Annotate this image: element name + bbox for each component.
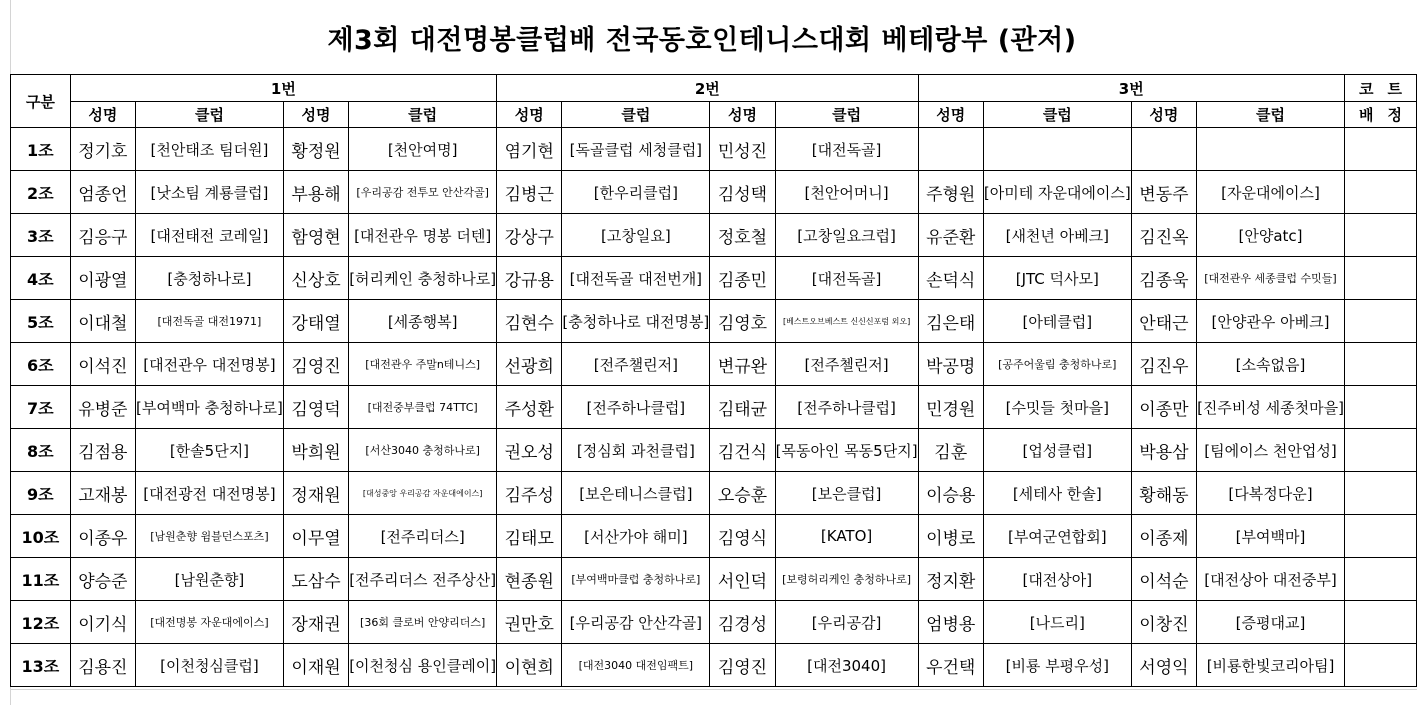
- club-cell[interactable]: [서산가야 해미]: [562, 515, 710, 558]
- player-name-cell[interactable]: 이창진: [1131, 601, 1196, 644]
- club-cell[interactable]: [보은테니스클럽]: [562, 472, 710, 515]
- club-cell[interactable]: [소속없음]: [1197, 343, 1345, 386]
- club-cell[interactable]: [새천년 아베크]: [983, 214, 1131, 257]
- club-cell[interactable]: [대성중앙 우리공감 자운대에이스]: [349, 472, 497, 515]
- player-name-cell[interactable]: 손덕식: [918, 257, 983, 300]
- player-name-cell[interactable]: 김은태: [918, 300, 983, 343]
- player-name-cell[interactable]: 엄병용: [918, 601, 983, 644]
- player-name-cell[interactable]: 강규용: [497, 257, 562, 300]
- player-name-cell[interactable]: 유병준: [70, 386, 135, 429]
- player-name-cell[interactable]: 주성환: [497, 386, 562, 429]
- club-cell[interactable]: [독골클럽 세청클럽]: [562, 128, 710, 171]
- club-cell[interactable]: [대전광전 대전명봉]: [136, 472, 284, 515]
- sub-header-club: 클럽: [349, 102, 497, 128]
- group-number-cell[interactable]: 4조: [11, 257, 71, 300]
- club-cell[interactable]: [JTC 덕사모]: [983, 257, 1131, 300]
- club-cell[interactable]: [남원춘향]: [136, 558, 284, 601]
- club-cell[interactable]: [우리공감 안산각골]: [562, 601, 710, 644]
- club-cell[interactable]: [천안여명]: [349, 128, 497, 171]
- player-name-cell[interactable]: 김현수: [497, 300, 562, 343]
- court-assignment-cell[interactable]: [1344, 257, 1416, 300]
- club-cell[interactable]: [안양atc]: [1197, 214, 1345, 257]
- sub-header-name: 성명: [710, 102, 775, 128]
- club-cell[interactable]: [남원춘향 윔블던스포츠]: [136, 515, 284, 558]
- player-name-cell[interactable]: 정재원: [283, 472, 348, 515]
- club-cell[interactable]: [우리공감 전투모 안산각골]: [349, 171, 497, 214]
- player-name-cell[interactable]: 엄종언: [70, 171, 135, 214]
- club-cell[interactable]: [보은클럽]: [775, 472, 918, 515]
- player-name-cell[interactable]: 김종민: [710, 257, 775, 300]
- team-row: [11, 128, 1417, 171]
- player-name-cell[interactable]: 안태근: [1131, 300, 1196, 343]
- player-name-cell[interactable]: 김주성: [497, 472, 562, 515]
- player-name-cell[interactable]: 정기호: [70, 128, 135, 171]
- player-name-cell[interactable]: 권만호: [497, 601, 562, 644]
- player-name-cell[interactable]: 김영덕: [283, 386, 348, 429]
- club-cell[interactable]: [대전독골 대전번개]: [562, 257, 710, 300]
- team-row: [11, 601, 1417, 644]
- club-cell[interactable]: [우리공감]: [775, 601, 918, 644]
- player-name-cell[interactable]: 현종원: [497, 558, 562, 601]
- court-header-bottom: 배정: [1344, 102, 1416, 128]
- player-name-cell[interactable]: 변규완: [710, 343, 775, 386]
- team-row: [11, 300, 1417, 343]
- player-name-cell[interactable]: 김종욱: [1131, 257, 1196, 300]
- group-number-cell[interactable]: 12조: [11, 601, 71, 644]
- player-name-cell[interactable]: 변동주: [1131, 171, 1196, 214]
- sub-header-name: 성명: [497, 102, 562, 128]
- club-cell[interactable]: [천안어머니]: [775, 171, 918, 214]
- team-row: [11, 429, 1417, 472]
- club-cell[interactable]: [정심회 과천클럽]: [562, 429, 710, 472]
- group-number-cell[interactable]: 3조: [11, 214, 71, 257]
- sheet-title: 제3회 대전명봉클럽배 전국동호인테니스대회 베테랑부 (관저): [327, 24, 1077, 56]
- player-name-cell[interactable]: 김훈: [918, 429, 983, 472]
- club-cell[interactable]: [고창일요]: [562, 214, 710, 257]
- club-cell[interactable]: [목동아인 목동5단지]: [775, 429, 918, 472]
- player-name-cell[interactable]: 이병로: [918, 515, 983, 558]
- player-name-cell[interactable]: 김성택: [710, 171, 775, 214]
- club-cell[interactable]: [대전3040 대전임팩트]: [562, 644, 710, 687]
- club-cell[interactable]: [진주비성 세종첫마을]: [1197, 386, 1345, 429]
- club-cell[interactable]: [다복정다운]: [1197, 472, 1345, 515]
- sub-header-club: 클럽: [775, 102, 918, 128]
- player-name-cell[interactable]: 유준환: [918, 214, 983, 257]
- court-assignment-cell[interactable]: [1344, 429, 1416, 472]
- player-name-cell[interactable]: 김영진: [283, 343, 348, 386]
- player-name-cell[interactable]: 주형원: [918, 171, 983, 214]
- group-number-cell[interactable]: 8조: [11, 429, 71, 472]
- sub-header-name: 성명: [1131, 102, 1196, 128]
- club-cell[interactable]: [고창일요크럽]: [775, 214, 918, 257]
- club-cell[interactable]: [충청하나로]: [136, 257, 284, 300]
- player-name-cell[interactable]: 김진우: [1131, 343, 1196, 386]
- team-row: [11, 472, 1417, 515]
- group-number-cell[interactable]: 5조: [11, 300, 71, 343]
- group-1-header: 1번: [70, 75, 496, 102]
- player-name-cell[interactable]: 장재권: [283, 601, 348, 644]
- player-name-cell[interactable]: 이석순: [1131, 558, 1196, 601]
- player-name-cell[interactable]: 이종제: [1131, 515, 1196, 558]
- club-cell[interactable]: [비룡 부평우성]: [983, 644, 1131, 687]
- player-name-cell[interactable]: 우건택: [918, 644, 983, 687]
- club-cell[interactable]: [대전3040]: [775, 644, 918, 687]
- team-row: [11, 515, 1417, 558]
- club-cell[interactable]: [36회 클로버 안양리더스]: [349, 601, 497, 644]
- club-cell[interactable]: [팀에이스 천안업성]: [1197, 429, 1345, 472]
- club-cell[interactable]: [공주어울림 충청하나로]: [983, 343, 1131, 386]
- club-cell[interactable]: [허리케인 충청하나로]: [349, 257, 497, 300]
- team-row: [11, 558, 1417, 601]
- club-cell[interactable]: [나드리]: [983, 601, 1131, 644]
- club-cell[interactable]: [아테클럽]: [983, 300, 1131, 343]
- player-name-cell[interactable]: 고재봉: [70, 472, 135, 515]
- club-cell[interactable]: [대전상아 대전중부]: [1197, 558, 1345, 601]
- club-cell[interactable]: [충청하나로 대전명봉]: [562, 300, 710, 343]
- club-cell[interactable]: [전주하나클럽]: [562, 386, 710, 429]
- player-name-cell[interactable]: [918, 128, 983, 171]
- player-name-cell[interactable]: 김진옥: [1131, 214, 1196, 257]
- club-cell[interactable]: [대전관우 대전명봉]: [136, 343, 284, 386]
- club-cell[interactable]: [대전독골]: [775, 128, 918, 171]
- player-name-cell[interactable]: 민성진: [710, 128, 775, 171]
- club-cell[interactable]: [부여백마]: [1197, 515, 1345, 558]
- player-name-cell[interactable]: 김영호: [710, 300, 775, 343]
- club-cell[interactable]: [이천청심 용인클레이]: [349, 644, 497, 687]
- player-name-cell[interactable]: 부용해: [283, 171, 348, 214]
- court-assignment-cell[interactable]: [1344, 300, 1416, 343]
- group-number-cell[interactable]: 6조: [11, 343, 71, 386]
- sub-header-club: 클럽: [983, 102, 1131, 128]
- club-cell[interactable]: [한우리클럽]: [562, 171, 710, 214]
- club-cell[interactable]: [베스트오브베스트 신신신포럼 외오]: [775, 300, 918, 343]
- team-row: [11, 343, 1417, 386]
- club-cell[interactable]: [전주챌린저]: [562, 343, 710, 386]
- club-cell[interactable]: [세테사 한솔]: [983, 472, 1131, 515]
- player-name-cell[interactable]: 황해동: [1131, 472, 1196, 515]
- player-name-cell[interactable]: 선광희: [497, 343, 562, 386]
- court-assignment-cell[interactable]: [1344, 214, 1416, 257]
- player-name-cell[interactable]: 이재원: [283, 644, 348, 687]
- player-name-cell[interactable]: 김태균: [710, 386, 775, 429]
- group-number-cell[interactable]: 9조: [11, 472, 71, 515]
- club-cell[interactable]: [수밋들 첫마을]: [983, 386, 1131, 429]
- player-name-cell[interactable]: 이기식: [70, 601, 135, 644]
- court-assignment-cell[interactable]: [1344, 343, 1416, 386]
- club-cell[interactable]: [대전독골]: [775, 257, 918, 300]
- player-name-cell[interactable]: 김건식: [710, 429, 775, 472]
- team-row: [11, 257, 1417, 300]
- player-name-cell[interactable]: 정지환: [918, 558, 983, 601]
- player-name-cell[interactable]: 김영진: [710, 644, 775, 687]
- player-name-cell[interactable]: 권오성: [497, 429, 562, 472]
- player-name-cell[interactable]: 이종우: [70, 515, 135, 558]
- player-name-cell[interactable]: 이현희: [497, 644, 562, 687]
- club-cell[interactable]: [안양관우 아베크]: [1197, 300, 1345, 343]
- club-cell[interactable]: [부여백마 충청하나로]: [136, 386, 284, 429]
- sub-header-name: 성명: [918, 102, 983, 128]
- court-assignment-cell[interactable]: [1344, 171, 1416, 214]
- player-name-cell[interactable]: 서영익: [1131, 644, 1196, 687]
- player-name-cell[interactable]: 민경원: [918, 386, 983, 429]
- player-name-cell[interactable]: 신상호: [283, 257, 348, 300]
- player-name-cell[interactable]: [1131, 128, 1196, 171]
- court-assignment-cell[interactable]: [1344, 601, 1416, 644]
- player-name-cell[interactable]: 함영현: [283, 214, 348, 257]
- club-cell[interactable]: [대전관우 명봉 더텐]: [349, 214, 497, 257]
- club-cell[interactable]: [보령허리케인 충청하나로]: [775, 558, 918, 601]
- club-cell[interactable]: [천안태조 팀더원]: [136, 128, 284, 171]
- court-header-top: 코트: [1344, 75, 1416, 102]
- club-cell[interactable]: [대전독골 대전1971]: [136, 300, 284, 343]
- player-name-cell[interactable]: 황정원: [283, 128, 348, 171]
- player-name-cell[interactable]: 박희원: [283, 429, 348, 472]
- team-row: [11, 386, 1417, 429]
- player-name-cell[interactable]: 김점용: [70, 429, 135, 472]
- club-cell[interactable]: [부여군연합회]: [983, 515, 1131, 558]
- player-name-cell[interactable]: 오승훈: [710, 472, 775, 515]
- club-cell[interactable]: [대전중부클럽 74TTC]: [349, 386, 497, 429]
- court-assignment-cell[interactable]: [1344, 558, 1416, 601]
- group-number-cell[interactable]: 13조: [11, 644, 71, 687]
- club-cell[interactable]: [자운대에이스]: [1197, 171, 1345, 214]
- player-name-cell[interactable]: 김응구: [70, 214, 135, 257]
- club-cell[interactable]: [KATO]: [775, 515, 918, 558]
- group-number-cell[interactable]: 11조: [11, 558, 71, 601]
- player-name-cell[interactable]: 김병근: [497, 171, 562, 214]
- player-name-cell[interactable]: 이승용: [918, 472, 983, 515]
- court-assignment-cell[interactable]: [1344, 128, 1416, 171]
- player-name-cell[interactable]: 김용진: [70, 644, 135, 687]
- court-assignment-cell[interactable]: [1344, 472, 1416, 515]
- player-name-cell[interactable]: 김태모: [497, 515, 562, 558]
- club-cell[interactable]: [전주첼린저]: [775, 343, 918, 386]
- group-number-cell[interactable]: 7조: [11, 386, 71, 429]
- club-cell[interactable]: [대전상아]: [983, 558, 1131, 601]
- club-cell[interactable]: [세종행복]: [349, 300, 497, 343]
- court-assignment-cell[interactable]: [1344, 644, 1416, 687]
- player-name-cell[interactable]: 이광열: [70, 257, 135, 300]
- club-cell[interactable]: [대전관우 주말n테니스]: [349, 343, 497, 386]
- player-name-cell[interactable]: 정호철: [710, 214, 775, 257]
- group-number-cell[interactable]: 1조: [11, 128, 71, 171]
- player-name-cell[interactable]: 이종만: [1131, 386, 1196, 429]
- group-3-header: 3번: [918, 75, 1344, 102]
- player-name-cell[interactable]: 박공명: [918, 343, 983, 386]
- bracket-table: [10, 74, 1417, 687]
- club-cell[interactable]: [낫소팀 계룡클럽]: [136, 171, 284, 214]
- sheet-empty-area: [10, 689, 1417, 706]
- sub-header-name: 성명: [283, 102, 348, 128]
- team-row: [11, 644, 1417, 687]
- player-name-cell[interactable]: 염기현: [497, 128, 562, 171]
- court-assignment-cell[interactable]: [1344, 386, 1416, 429]
- group-2-header: 2번: [497, 75, 918, 102]
- player-name-cell[interactable]: 이석진: [70, 343, 135, 386]
- player-name-cell[interactable]: 이대철: [70, 300, 135, 343]
- club-cell[interactable]: [부여백마클럽 충청하나로]: [562, 558, 710, 601]
- club-cell[interactable]: [전주리더스 전주상산]: [349, 558, 497, 601]
- club-cell[interactable]: [대전관우 세종클럽 수밋들]: [1197, 257, 1345, 300]
- club-cell[interactable]: [983, 128, 1131, 171]
- gubun-header: 구분: [11, 75, 71, 128]
- group-number-cell[interactable]: 10조: [11, 515, 71, 558]
- club-cell[interactable]: [아미테 자운대에이스]: [983, 171, 1131, 214]
- player-name-cell[interactable]: 양승준: [70, 558, 135, 601]
- club-cell[interactable]: [업성클럽]: [983, 429, 1131, 472]
- player-name-cell[interactable]: 김경성: [710, 601, 775, 644]
- player-name-cell[interactable]: 김영식: [710, 515, 775, 558]
- player-name-cell[interactable]: 이무열: [283, 515, 348, 558]
- player-name-cell[interactable]: 강태열: [283, 300, 348, 343]
- club-cell[interactable]: [1197, 128, 1345, 171]
- team-row: [11, 214, 1417, 257]
- sub-header-club: 클럽: [136, 102, 284, 128]
- club-cell[interactable]: [대전태전 코레일]: [136, 214, 284, 257]
- player-name-cell[interactable]: 강상구: [497, 214, 562, 257]
- club-cell[interactable]: [한솔5단지]: [136, 429, 284, 472]
- player-name-cell[interactable]: 도삼수: [283, 558, 348, 601]
- court-assignment-cell[interactable]: [1344, 515, 1416, 558]
- team-row: [11, 171, 1417, 214]
- player-name-cell[interactable]: 서인덕: [710, 558, 775, 601]
- club-cell[interactable]: [서산3040 충청하나로]: [349, 429, 497, 472]
- group-number-cell[interactable]: 2조: [11, 171, 71, 214]
- club-cell[interactable]: [전주하나클럽]: [775, 386, 918, 429]
- sub-header-name: 성명: [70, 102, 135, 128]
- club-cell[interactable]: [비룡한빛코리아팀]: [1197, 644, 1345, 687]
- club-cell[interactable]: [대전명봉 자운대에이스]: [136, 601, 284, 644]
- club-cell[interactable]: [전주리더스]: [349, 515, 497, 558]
- club-cell[interactable]: [증평대교]: [1197, 601, 1345, 644]
- club-cell[interactable]: [이천청심클럽]: [136, 644, 284, 687]
- player-name-cell[interactable]: 박용삼: [1131, 429, 1196, 472]
- sub-header-club: 클럽: [562, 102, 710, 128]
- sub-header-club: 클럽: [1197, 102, 1345, 128]
